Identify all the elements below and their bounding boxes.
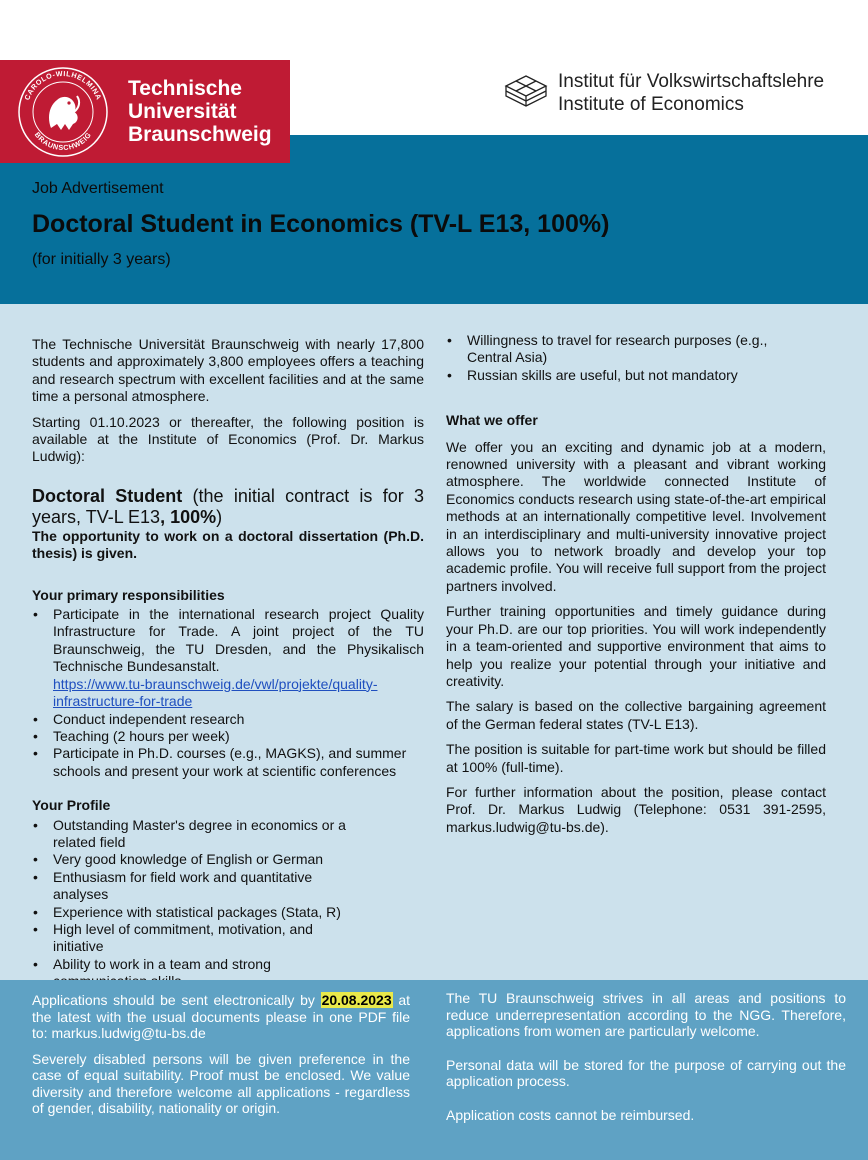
responsibilities-heading: Your primary responsibilities — [32, 586, 225, 603]
list-item: • Experience with statistical packages (Stata, R) — [32, 904, 362, 921]
right-column — [446, 332, 826, 844]
costs-note: Application costs cannot be reimbursed. — [446, 1106, 695, 1123]
disability-note: Severely disabled persons will be given preference in the case of equal suitability. Proof must be enclosed. We value diversity and therefore welcome all applications - regardless of gender, disability, nationality or origin. — [32, 1050, 410, 1116]
position-percent: , 100% — [160, 506, 217, 527]
list-item: • Participate in Ph.D. courses (e.g., MAGKS), and summer schools and present your work at scientific conferences — [32, 745, 424, 780]
equality-note: The TU Braunschweig strives in all areas and positions to reduce underrepresentation according to the NGG. Therefore, applications from women are particularly welcome. — [446, 990, 846, 1039]
institute-name — [558, 70, 824, 116]
svg-text:CAROLO-WILHELMINA: CAROLO-WILHELMINA — [22, 68, 104, 102]
salary-paragraph: The salary is based on the collective bargaining agreement of the German federal states (TV-L E13). — [446, 698, 826, 732]
institute-name-de: Institut für Volkswirtschaftslehre — [558, 71, 825, 92]
svg-text:BRAUNSCHWEIG: BRAUNSCHWEIG — [32, 130, 94, 153]
data-note: Personal data will be stored for the purpose of carrying out the application process. — [446, 1056, 846, 1089]
position-contract: (the initial contract is for 3 years, TV-L E13 — [32, 485, 424, 527]
university-seal-icon — [17, 66, 109, 158]
list-item-text: Participate in the international research project Quality Infrastructure for Trade. A joint project of the TU Braunschweig, the TU Dresden, and the Physikalisch Technische Bundesanstalt. — [53, 606, 424, 675]
offer-paragraph: Further training opportunities and timely guidance during your Ph.D. are our top priorities. You will work independently in a team-oriented and supportive environment that aims to help you realize your potential through your initiative and creativity. — [446, 603, 826, 689]
list-item: • Outstanding Master's degree in economics or a related field — [32, 817, 362, 852]
intro-paragraph: The Technische Universität Braunschweig with nearly 17,800 students and approximately 3,800 employees offers a teaching and research spectrum with excellent facilities and at the same time a personal atmosphere. — [32, 336, 424, 405]
page-header — [0, 0, 868, 304]
parttime-paragraph: The position is suitable for part-time work but should be filled at 100% (full-time). — [446, 741, 826, 775]
footer-right — [446, 990, 846, 1140]
main-content — [0, 304, 868, 980]
institute-cube-icon — [502, 74, 550, 108]
list-item: • Willingness to travel for research purposes (e.g., Central Asia) — [446, 332, 791, 367]
responsibilities-list — [32, 606, 424, 780]
list-item: • Ability to work in a team and strong — [32, 956, 362, 991]
university-name-line-1: Technische — [128, 77, 242, 100]
list-item: • Russian skills are useful, but not mandatory — [446, 367, 791, 384]
university-name — [128, 77, 272, 146]
list-item: • Enthusiasm for field work and quantitative analyses — [32, 869, 362, 904]
application-text: Applications should be sent electronically by — [32, 992, 321, 1008]
footer-left — [32, 992, 410, 1126]
list-item — [32, 606, 424, 710]
list-item: • Teaching (2 hours per week) — [32, 728, 424, 745]
application-deadline: 20.08.2023 — [321, 992, 392, 1008]
contact-paragraph: For further information about the position, please contact Prof. Dr. Markus Ludwig (Telephone: 0531 391-2595, markus.ludwig@tu-bs.de). — [446, 783, 826, 835]
position-line — [32, 486, 424, 528]
tu-logo — [0, 60, 290, 163]
job-subtitle: (for initially 3 years) — [32, 251, 171, 268]
start-paragraph: Starting 01.10.2023 or thereafter, the following position is available at the Institute of Economics (Prof. Dr. Markus Ludwig): — [32, 413, 424, 465]
page-footer — [0, 980, 868, 1160]
offer-heading: What we offer — [446, 412, 538, 429]
position-close: ) — [216, 506, 223, 527]
list-item: • Conduct independent research — [32, 711, 424, 728]
application-text-rest: at the latest with the usual documents please in one PDF file to: markus.ludwig@tu-bs.de — [32, 992, 410, 1041]
position-title: Doctoral Student — [32, 485, 183, 506]
application-instructions — [32, 992, 410, 1042]
university-name-line-3: Braunschweig — [128, 123, 272, 146]
extra-requirements-list — [446, 332, 791, 384]
job-kicker: Job Advertisement — [32, 180, 164, 197]
university-name-line-2: Universität — [128, 100, 237, 123]
institute-name-en: Institute of Economics — [558, 94, 744, 115]
job-title: Doctoral Student in Economics (TV-L E13, 100%) — [32, 210, 610, 238]
profile-heading: Your Profile — [32, 797, 111, 814]
profile-list — [32, 817, 362, 991]
left-column — [32, 336, 424, 991]
offer-paragraph: We offer you an exciting and dynamic job at a modern, renowned university with a pleasant and vibrant working atmosphere. The worldwide connected Institute of Economics conducts research using state-of-the-art empirical methods at an internationally competitive level. Involvement in an interdisciplinary and multi-university innovative project allows you to network broadly and develop your top academic profile. You will receive full support from the project partners involved. — [446, 438, 826, 594]
opportunity-note: The opportunity to work on a doctoral dissertation (Ph.D. thesis) is given. — [32, 527, 424, 562]
list-item: • Very good knowledge of English or German — [32, 851, 362, 868]
list-item: • High level of commitment, motivation, and initiative — [32, 921, 362, 956]
project-link[interactable]: https://www.tu-braunschweig.de/vwl/projekte/quality-infrastructure-for-trade — [53, 675, 378, 710]
